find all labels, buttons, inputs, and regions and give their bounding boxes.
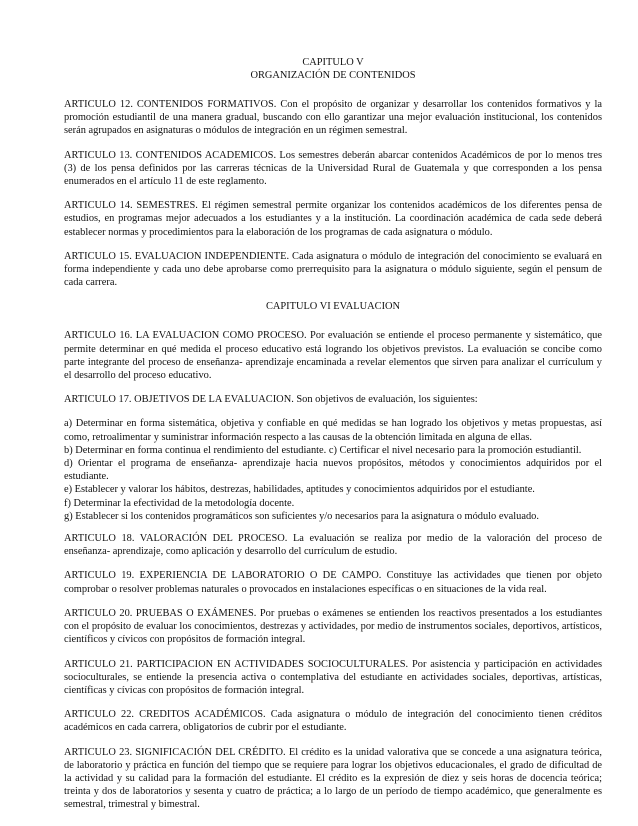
chapter-title: CAPITULO V [302, 57, 364, 68]
article-title: ARTICULO 12. CONTENIDOS FORMATIVOS. [64, 99, 277, 110]
article-title: ARTICULO 20. PRUEBAS O EXÁMENES. [64, 607, 257, 619]
article-20 [64, 607, 602, 647]
article-title: ARTICULO 17. OBJETIVOS DE LA EVALUACION. [64, 394, 294, 406]
article-19 [64, 569, 602, 595]
list-item: a) Determinar en forma sistemática, objetiva y confiable en qué medidas se han logrado los objetivos y metas propuestas, así como, retroalimentar y suministrar información respecto a las causas de la obtención limitada en alguna de ellas. [64, 418, 602, 443]
article-body: Por pruebas o exámenes se entienden los reactivos presentados a los estudiantes con el propósito de evaluar los conocimientos, destrezas y actividades, por medio de instrumentos sociales, deportivos, artísticos, científicos y cívicos con propósitos de formación integral. [64, 607, 602, 646]
article-body: Cada asignatura o módulo de integración del conocimiento tienen créditos académicos en cada carrera, obligatorios de cubrir por el estudiante. [64, 709, 602, 734]
article-title: ARTICULO 18. VALORACIÓN DEL PROCESO. [64, 533, 288, 545]
article-title: ARTICULO 21. PARTICIPACION EN ACTIVIDADES SOCIOCULTURALES. [64, 658, 409, 670]
article-title: ARTICULO 14. SEMESTRES. [64, 200, 198, 212]
article-body: Los semestres deberán abarcar contenidos Académicos de por lo menos tres (3) de los pensa definidos por las carreras técnicas de la Universidad Rural de Guatemala y que corresponden a los pensa enumerados en el artículo 11 de este reglamento. [64, 149, 603, 188]
article-body: La evaluación se realiza por medio de la valoración del proceso de enseñanza- aprendizaje, como aplicación y desarrollo del currículum de estudio. [64, 533, 602, 558]
article-title: ARTICULO 16. LA EVALUACION COMO PROCESO. [64, 330, 307, 342]
article-body: Constituye las actividades que tienen por objeto comprobar o resolver problemas naturales o provocados en instalaciones específicas o en situaciones de la vida real. [64, 570, 602, 595]
article-title: ARTICULO 23. SIGNIFICACIÓN DEL CRÉDITO. [64, 746, 286, 758]
article-21 [64, 658, 602, 698]
list-item: g) Establecer si los contenidos programáticos son suficientes y/o necesarios para la asignatura o módulo evaluado. [64, 510, 539, 522]
chapter-5-heading [64, 56, 602, 82]
article-body: El crédito es la unidad valorativa que se concede a una asignatura teórica, de laboratorio y práctica en función del tiempo que se requiere para lograr los objetivos educacionales, el grado de dificultad de la actividad y su calidad para la formación del estudiante. El crédito es la expresión de diez y seis horas de docencia teórica; treinta y dos de laboratorios y sesenta y cuatro de práctica; a lo largo de un período de tiempo académico, que generalmente es semestral, trimestral y bimestral. [64, 746, 602, 811]
article-18 [64, 532, 602, 558]
article-22 [64, 708, 602, 734]
article-14 [64, 199, 602, 239]
list-item: e) Establecer y valorar los hábitos, destrezas, habilidades, aptitudes y conocimientos adquiridos por el estudiante. [64, 484, 535, 496]
list-item: d) Orientar el programa de enseñanza- aprendizaje hacia nuevos propósitos, métodos y conocimientos adquiridos por el estudiante. [64, 458, 602, 483]
chapter-subtitle: ORGANIZACIÓN DE CONTENIDOS [250, 70, 416, 81]
article-body: Cada asignatura o módulo de integración del conocimiento se evaluará en forma independiente y cada uno debe aprobarse como prerrequisito para la asignatura o módulo siguiente, según el pensum de cada carrera. [64, 250, 602, 289]
objectives-list [64, 417, 602, 523]
article-15 [64, 250, 602, 290]
article-23 [64, 746, 602, 812]
article-title: ARTICULO 22. CREDITOS ACADÉMICOS. [64, 709, 266, 721]
article-body: Son objetivos de evaluación, los siguientes: [293, 394, 478, 406]
article-body: El régimen semestral permite organizar los contenidos académicos de los diferentes pensa de estudios, en programas mejor adecuados a los estudiantes y a la institución. La coordinación académica de cada sede deberá establecer normas y procedimientos para la elaboración de los programas de cada asignatura o módulo. [64, 200, 603, 238]
article-16 [64, 329, 602, 382]
chapter-6-heading: CAPITULO VI EVALUACION [265, 301, 401, 313]
article-title: ARTICULO 13. CONTENIDOS ACADEMICOS. [64, 149, 277, 161]
article-body: Por evaluación se entiende el proceso permanente y sistemático, que permite determinar en qué medida el proceso educativo está logrando los objetivos previstos. La evaluación se concibe como parte integrante del proceso de enseñanza- aprendizaje encaminada a revelar elementos que sirven para analizar el currículum y el desarrollo del proceso educativo. [64, 330, 602, 382]
article-body: Por asistencia y participación en actividades socioculturales, se entiende la presencia activa o contemplativa del estudiante en actividades sociales, deportivas, artísticas, científicas y cívicas con propósitos de formación integral. [64, 658, 602, 696]
list-item: b) Determinar en forma continua el rendimiento del estudiante. c) Certificar el nivel necesario para la promoción estudiantil. [64, 444, 582, 456]
article-17 [64, 393, 602, 406]
list-item: f) Determinar la efectividad de la metodología docente. [64, 497, 295, 509]
article-title: ARTICULO 15. EVALUACION INDEPENDIENTE. [64, 250, 290, 262]
article-12 [64, 98, 602, 138]
article-title: ARTICULO 19. EXPERIENCIA DE LABORATORIO O DE CAMPO. [64, 570, 382, 582]
article-body: Con el propósito de organizar y desarrollar los contenidos formativos y la promoción estudiantil de una manera gradual, buscando con ello garantizar una mejor evaluación institucional, los contenidos serán agrupados en asignaturas o módulos de integración en un régimen semestral. [64, 99, 602, 137]
article-13 [64, 149, 602, 189]
